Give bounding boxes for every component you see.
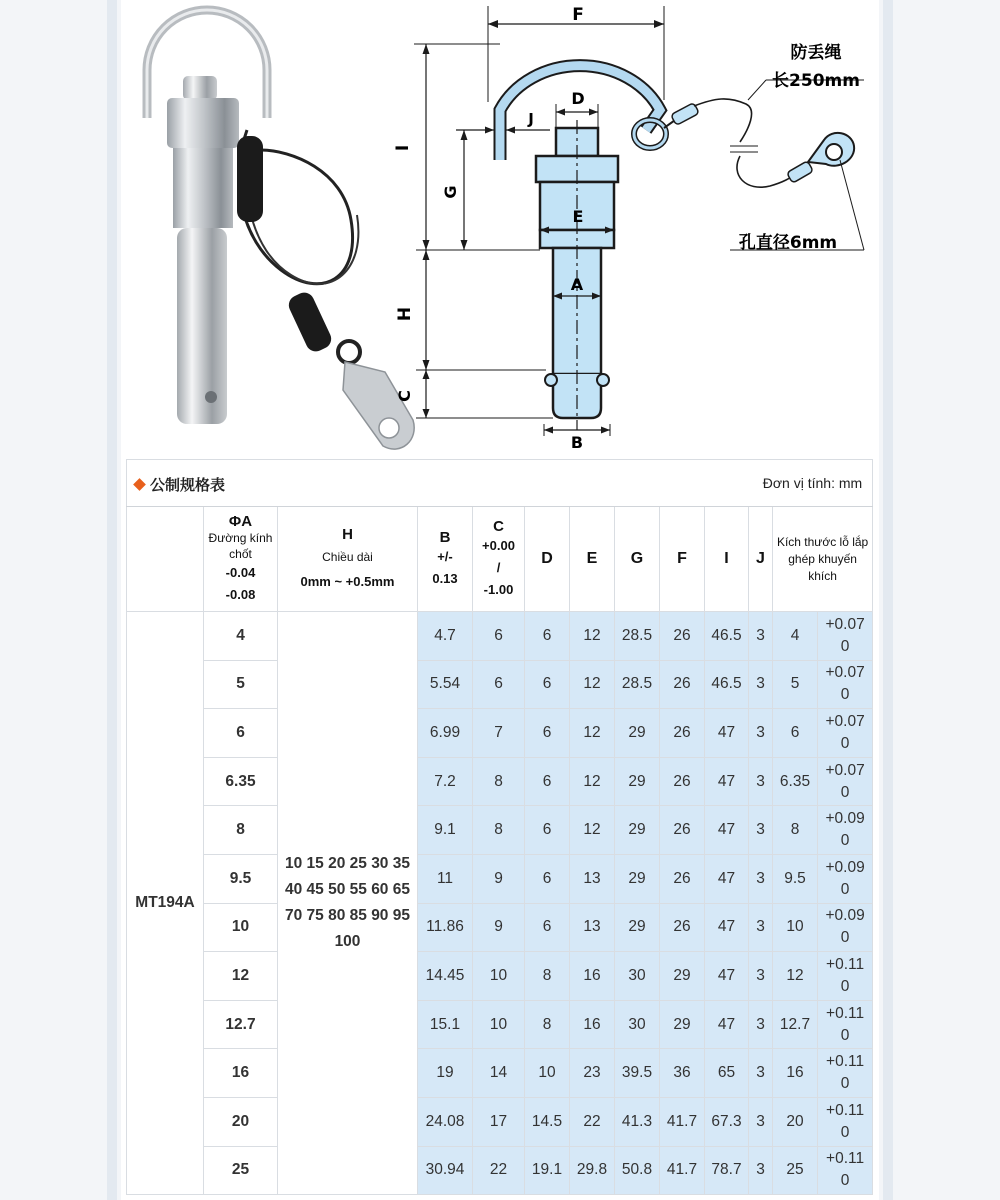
diamond-icon	[133, 478, 146, 491]
cell-c: 9	[473, 903, 525, 952]
cell-b: 15.1	[418, 1000, 473, 1049]
dim-label-h: H	[395, 306, 415, 322]
header-h-main: H	[342, 525, 353, 543]
dim-label-c: C	[395, 390, 414, 402]
tol-upper: +0.11	[826, 1053, 865, 1071]
dim-label-f: F	[572, 5, 584, 25]
cell-i: 65	[705, 1049, 749, 1098]
tol-lower: 0	[840, 686, 850, 704]
cell-e: 12	[570, 612, 615, 661]
cell-d: 19.1	[525, 1146, 570, 1195]
cell-hole: 10	[773, 903, 818, 952]
tol-upper: +0.11	[826, 1150, 865, 1168]
cell-hole-tol	[818, 612, 873, 661]
cell-f: 26	[660, 660, 705, 709]
cell-hole: 4	[773, 612, 818, 661]
header-h-tol: 0mm ~ +0.5mm	[300, 573, 395, 589]
cell-f: 41.7	[660, 1097, 705, 1146]
tol-lower: 0	[840, 1172, 850, 1190]
tol-upper: +0.09	[825, 810, 865, 828]
cell-j: 3	[749, 952, 773, 1001]
header-h	[278, 507, 418, 612]
dim-label-j: J	[528, 110, 534, 128]
cell-i: 46.5	[705, 660, 749, 709]
cell-f: 26	[660, 854, 705, 903]
cell-hole: 12	[773, 952, 818, 1001]
cell-d: 6	[525, 757, 570, 806]
cell-b: 9.1	[418, 806, 473, 855]
cell-d: 6	[525, 612, 570, 661]
cell-g: 28.5	[615, 660, 660, 709]
cell-g: 29	[615, 854, 660, 903]
cell-hole-tol	[818, 757, 873, 806]
header-c-tol-2: /	[496, 559, 501, 575]
cell-c: 22	[473, 1146, 525, 1195]
header-c	[473, 507, 525, 612]
cell-hole: 6	[773, 709, 818, 758]
cell-d: 6	[525, 854, 570, 903]
technical-drawing	[380, 0, 879, 455]
cell-j: 3	[749, 1097, 773, 1146]
tol-lower: 0	[840, 783, 850, 801]
table-row	[127, 903, 873, 952]
header-a	[204, 507, 278, 612]
cell-hole: 9.5	[773, 854, 818, 903]
cell-f: 36	[660, 1049, 705, 1098]
table-row	[127, 709, 873, 758]
cell-d: 8	[525, 1000, 570, 1049]
cell-b: 4.7	[418, 612, 473, 661]
cell-g: 29	[615, 903, 660, 952]
cell-d: 6	[525, 709, 570, 758]
cell-a: 4	[204, 612, 278, 661]
cell-f: 26	[660, 757, 705, 806]
cell-e: 12	[570, 709, 615, 758]
cell-c: 14	[473, 1049, 525, 1098]
cell-e: 16	[570, 952, 615, 1001]
cell-f: 29	[660, 1000, 705, 1049]
lanyard-length-label: 长250mm	[772, 71, 860, 91]
cell-i: 78.7	[705, 1146, 749, 1195]
cell-a: 12	[204, 952, 278, 1001]
cell-b: 24.08	[418, 1097, 473, 1146]
cell-e: 29.8	[570, 1146, 615, 1195]
header-b-main: B	[439, 528, 451, 546]
cell-hole: 6.35	[773, 757, 818, 806]
model-cell: MT194A	[127, 612, 204, 1195]
cell-b: 6.99	[418, 709, 473, 758]
cell-f: 26	[660, 806, 705, 855]
header-row	[127, 507, 873, 612]
cell-b: 30.94	[418, 1146, 473, 1195]
header-b	[418, 507, 473, 612]
cell-f: 26	[660, 903, 705, 952]
cell-g: 29	[615, 709, 660, 758]
dim-label-g: G	[441, 185, 460, 199]
table-row	[127, 806, 873, 855]
cell-j: 3	[749, 903, 773, 952]
cell-g: 30	[615, 952, 660, 1001]
header-b-tol-2: 0.13	[432, 570, 458, 586]
tol-upper: +0.11	[826, 1101, 865, 1119]
cell-a: 10	[204, 903, 278, 952]
header-i: I	[705, 507, 749, 612]
tol-lower: 0	[840, 637, 850, 655]
cell-hole: 25	[773, 1146, 818, 1195]
cell-a: 8	[204, 806, 278, 855]
tol-upper: +0.07	[825, 615, 865, 633]
cell-i: 47	[705, 854, 749, 903]
cell-d: 8	[525, 952, 570, 1001]
cell-j: 3	[749, 612, 773, 661]
dim-label-i: I	[393, 144, 413, 152]
header-hole-text: Kích thước lỗ lắp ghép khuyến khích	[776, 534, 869, 583]
header-f: F	[660, 507, 705, 612]
cell-e: 12	[570, 806, 615, 855]
cell-j: 3	[749, 1000, 773, 1049]
cell-f: 29	[660, 952, 705, 1001]
header-hole	[773, 507, 873, 612]
cell-c: 7	[473, 709, 525, 758]
tol-upper: +0.07	[825, 664, 865, 682]
table-row	[127, 1097, 873, 1146]
cell-b: 14.45	[418, 952, 473, 1001]
tol-upper: +0.09	[825, 907, 865, 925]
tol-upper: +0.11	[826, 955, 865, 973]
cell-i: 47	[705, 1000, 749, 1049]
table-row	[127, 660, 873, 709]
cell-e: 22	[570, 1097, 615, 1146]
cell-b: 7.2	[418, 757, 473, 806]
page-margin-right	[879, 0, 1000, 1200]
cell-hole-tol	[818, 709, 873, 758]
cell-i: 67.3	[705, 1097, 749, 1146]
tol-lower: 0	[840, 832, 850, 850]
cell-hole-tol	[818, 1049, 873, 1098]
cell-b: 11	[418, 854, 473, 903]
cell-g: 29	[615, 757, 660, 806]
dim-label-d: D	[571, 89, 585, 108]
cell-f: 26	[660, 709, 705, 758]
cell-b: 11.86	[418, 903, 473, 952]
cell-c: 6	[473, 612, 525, 661]
cell-c: 8	[473, 806, 525, 855]
h-values-cell: 10 15 20 25 30 35 40 45 50 55 60 65 70 75 80 85 90 95 100	[278, 612, 418, 1195]
header-a-sub: Đường kính chốt	[208, 530, 273, 561]
cell-d: 14.5	[525, 1097, 570, 1146]
cell-c: 6	[473, 660, 525, 709]
cell-g: 28.5	[615, 612, 660, 661]
cell-a: 12.7	[204, 1000, 278, 1049]
tol-upper: +0.09	[825, 858, 865, 876]
tol-upper: +0.11	[826, 1004, 865, 1022]
cell-hole-tol	[818, 1146, 873, 1195]
page-rail-left	[107, 0, 117, 1200]
table-row	[127, 1049, 873, 1098]
header-b-tol-1: +/-	[437, 548, 453, 564]
cell-i: 47	[705, 757, 749, 806]
tol-lower: 0	[840, 929, 850, 947]
cell-i: 47	[705, 952, 749, 1001]
header-model	[127, 507, 204, 612]
metric-spec-table	[126, 459, 873, 1195]
unit-label: Đơn vị tính: mm	[762, 475, 863, 491]
header-c-tol-3: -1.00	[483, 581, 514, 597]
table-row	[127, 1000, 873, 1049]
cell-f: 26	[660, 612, 705, 661]
cell-a: 5	[204, 660, 278, 709]
dim-label-b: B	[570, 433, 584, 452]
cell-a: 6.35	[204, 757, 278, 806]
cell-j: 3	[749, 660, 773, 709]
cell-b: 19	[418, 1049, 473, 1098]
cell-hole-tol	[818, 903, 873, 952]
cell-j: 3	[749, 1146, 773, 1195]
cell-b: 5.54	[418, 660, 473, 709]
tol-upper: +0.07	[825, 712, 865, 730]
cell-j: 3	[749, 757, 773, 806]
table-title-bar	[127, 460, 873, 507]
cell-g: 29	[615, 806, 660, 855]
cell-j: 3	[749, 854, 773, 903]
cell-d: 6	[525, 806, 570, 855]
cell-a: 20	[204, 1097, 278, 1146]
table-row	[127, 612, 873, 661]
cell-a: 16	[204, 1049, 278, 1098]
tol-upper: +0.07	[825, 761, 865, 779]
cell-e: 13	[570, 854, 615, 903]
header-c-main: C	[493, 517, 504, 535]
page-rail-right	[883, 0, 893, 1200]
table-title: 公制规格表	[150, 477, 226, 494]
cell-hole-tol	[818, 1097, 873, 1146]
table-row	[127, 952, 873, 1001]
header-a-tol-lower: -0.08	[225, 586, 256, 602]
cell-j: 3	[749, 709, 773, 758]
dim-label-a: A	[570, 275, 584, 294]
cell-hole: 8	[773, 806, 818, 855]
product-photo	[121, 0, 421, 455]
tol-lower: 0	[840, 880, 850, 898]
cell-i: 47	[705, 903, 749, 952]
header-e: E	[570, 507, 615, 612]
cell-i: 47	[705, 709, 749, 758]
cell-e: 12	[570, 757, 615, 806]
lanyard-label: 防丢绳	[790, 43, 842, 63]
table-row	[127, 757, 873, 806]
page-margin-left	[0, 0, 121, 1200]
cell-a: 25	[204, 1146, 278, 1195]
header-a-tol-upper: -0.04	[225, 564, 256, 580]
cell-d: 10	[525, 1049, 570, 1098]
cell-hole-tol	[818, 854, 873, 903]
header-c-tol-1: +0.00	[482, 537, 515, 553]
cell-e: 13	[570, 903, 615, 952]
cell-hole-tol	[818, 952, 873, 1001]
dim-label-e: E	[572, 207, 584, 226]
tol-lower: 0	[840, 1075, 850, 1093]
header-j: J	[749, 507, 773, 612]
header-g: G	[615, 507, 660, 612]
cell-a: 9.5	[204, 854, 278, 903]
cell-d: 6	[525, 903, 570, 952]
cell-hole-tol	[818, 660, 873, 709]
table-row	[127, 1146, 873, 1195]
cell-c: 9	[473, 854, 525, 903]
cell-i: 46.5	[705, 612, 749, 661]
cell-j: 3	[749, 1049, 773, 1098]
cell-e: 16	[570, 1000, 615, 1049]
cell-hole: 20	[773, 1097, 818, 1146]
cell-e: 12	[570, 660, 615, 709]
cell-e: 23	[570, 1049, 615, 1098]
hole-diameter-label: 孔直径6mm	[738, 233, 838, 253]
cell-c: 17	[473, 1097, 525, 1146]
cell-c: 10	[473, 1000, 525, 1049]
cell-hole: 5	[773, 660, 818, 709]
cell-f: 41.7	[660, 1146, 705, 1195]
cell-a: 6	[204, 709, 278, 758]
header-h-sub: Chiều dài	[322, 549, 373, 564]
cell-g: 39.5	[615, 1049, 660, 1098]
cell-j: 3	[749, 806, 773, 855]
cell-hole: 12.7	[773, 1000, 818, 1049]
tol-lower: 0	[840, 1123, 850, 1141]
header-a-main: ΦA	[228, 512, 253, 530]
cell-hole-tol	[818, 1000, 873, 1049]
cell-i: 47	[705, 806, 749, 855]
tol-lower: 0	[840, 1026, 850, 1044]
cell-c: 8	[473, 757, 525, 806]
cell-hole: 16	[773, 1049, 818, 1098]
table-row	[127, 854, 873, 903]
cell-g: 41.3	[615, 1097, 660, 1146]
cell-c: 10	[473, 952, 525, 1001]
cell-g: 50.8	[615, 1146, 660, 1195]
tol-lower: 0	[840, 977, 850, 995]
header-d: D	[525, 507, 570, 612]
tol-lower: 0	[840, 734, 850, 752]
cell-d: 6	[525, 660, 570, 709]
cell-g: 30	[615, 1000, 660, 1049]
cell-hole-tol	[818, 806, 873, 855]
